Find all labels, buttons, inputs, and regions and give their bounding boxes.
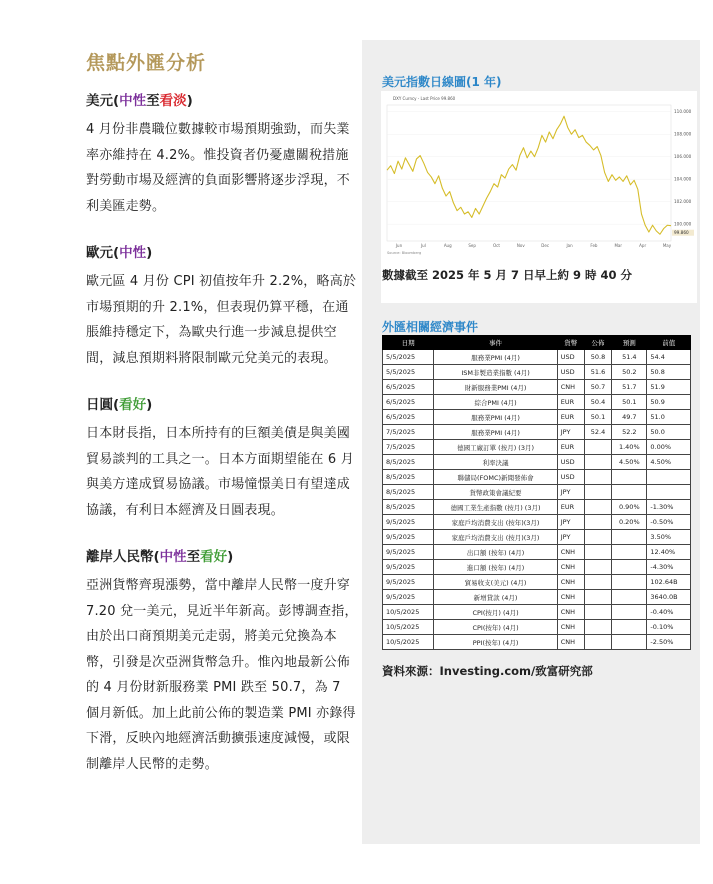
table-cell: JPY xyxy=(557,425,584,440)
table-cell: 9/5/2025 xyxy=(383,545,434,560)
column-header: 日期 xyxy=(383,336,434,350)
table-cell xyxy=(584,590,611,605)
table-cell: USD xyxy=(557,470,584,485)
table-cell: 進口額 (按年) (4月) xyxy=(434,560,557,575)
table-cell: 50.0 xyxy=(647,425,691,440)
table-cell xyxy=(612,635,647,650)
page-title: 焦點外匯分析 xyxy=(86,52,207,74)
table-cell: 54.4 xyxy=(647,350,691,365)
table-cell: 德國工廠訂單 (按月) (3月) xyxy=(434,440,557,455)
chart-title: 美元指數日線圖(1 年) xyxy=(382,75,502,89)
table-row xyxy=(383,350,691,365)
table-cell xyxy=(584,635,611,650)
table-cell: 51.4 xyxy=(612,350,647,365)
outlook-label: 至 xyxy=(146,93,160,109)
table-cell: 5/5/2025 xyxy=(383,350,434,365)
table-cell xyxy=(612,590,647,605)
column-header: 預測 xyxy=(612,336,647,350)
table-cell: 貨幣政策會議紀要 xyxy=(434,485,557,500)
table-cell: 50.2 xyxy=(612,365,647,380)
outlook-label: 至 xyxy=(186,549,201,565)
table-cell: -0.50% xyxy=(647,515,691,530)
table-cell xyxy=(612,605,647,620)
table-cell: 50.4 xyxy=(584,395,611,410)
table-cell xyxy=(584,515,611,530)
table-cell: 新增貸款 (4月) xyxy=(434,590,557,605)
table-cell: 9/5/2025 xyxy=(383,530,434,545)
table-cell xyxy=(584,470,611,485)
chart-footer: Source: Bloomberg xyxy=(387,251,422,255)
table-row xyxy=(383,605,691,620)
table-cell xyxy=(612,620,647,635)
table-cell xyxy=(612,545,647,560)
table-cell: CNH xyxy=(557,380,584,395)
table-cell: 50.8 xyxy=(647,365,691,380)
y-tick-label: 100.000 xyxy=(674,221,692,227)
column-header: 事件 xyxy=(434,336,557,350)
table-cell: 8/5/2025 xyxy=(383,485,434,500)
table-cell xyxy=(584,620,611,635)
table-row xyxy=(383,500,691,515)
table-cell: PPI(按年) (4月) xyxy=(434,635,557,650)
x-tick-label: Sep xyxy=(468,243,476,248)
section-heading: 離岸人民幣(中性至看好) xyxy=(86,549,234,565)
table-cell xyxy=(612,530,647,545)
x-tick-label: Feb xyxy=(590,243,598,248)
table-cell: 9/5/2025 xyxy=(383,515,434,530)
table-cell: CPI(按年) (4月) xyxy=(434,620,557,635)
table-cell: 4.50% xyxy=(612,455,647,470)
y-tick-label: 102.000 xyxy=(674,199,692,205)
column-header: 貨幣 xyxy=(557,336,584,350)
table-row xyxy=(383,485,691,500)
table-cell: 6/5/2025 xyxy=(383,380,434,395)
table-cell: 102.64B xyxy=(647,575,691,590)
table-row xyxy=(383,620,691,635)
table-cell: 50.1 xyxy=(612,395,647,410)
table-cell: 50.8 xyxy=(584,350,611,365)
table-cell: CNH xyxy=(557,635,584,650)
table-cell: -4.30% xyxy=(647,560,691,575)
table-cell: CNH xyxy=(557,575,584,590)
table-cell: 51.7 xyxy=(612,380,647,395)
x-tick-label: Nov xyxy=(516,243,525,248)
table-cell: 聯儲局(FOMC)新聞發佈會 xyxy=(434,470,557,485)
table-cell: 5/5/2025 xyxy=(383,365,434,380)
table-cell xyxy=(584,455,611,470)
table-cell: USD xyxy=(557,455,584,470)
table-cell: 50.9 xyxy=(647,395,691,410)
plot-area xyxy=(387,105,671,241)
x-tick-label: Dec xyxy=(541,243,550,248)
x-tick-label: Jul xyxy=(420,243,426,248)
table-cell: 7/5/2025 xyxy=(383,425,434,440)
table-cell xyxy=(584,560,611,575)
currency-name: 日圓 xyxy=(86,397,113,413)
table-cell xyxy=(584,440,611,455)
currency-name: 美元 xyxy=(86,93,113,109)
outlook-label: 看好 xyxy=(119,397,147,413)
table-cell: EUR xyxy=(557,500,584,515)
table-cell: 6/5/2025 xyxy=(383,395,434,410)
table-cell xyxy=(612,485,647,500)
y-tick-label: 110.000 xyxy=(674,109,692,115)
outlook-label: 中性 xyxy=(119,93,147,109)
table-cell: 財新服務業PMI (4月) xyxy=(434,380,557,395)
table-cell: 0.00% xyxy=(647,440,691,455)
table-cell: 4.50% xyxy=(647,455,691,470)
x-tick-label: Jun xyxy=(395,243,403,248)
table-cell: 3640.0B xyxy=(647,590,691,605)
table-row xyxy=(383,530,691,545)
analysis-sections xyxy=(86,91,358,777)
table-cell: 49.7 xyxy=(612,410,647,425)
table-cell: EUR xyxy=(557,440,584,455)
table-cell: 服務業PMI (4月) xyxy=(434,350,557,365)
outlook-label: 看好 xyxy=(200,549,228,565)
table-row xyxy=(383,410,691,425)
table-row xyxy=(383,455,691,470)
table-cell: 52.4 xyxy=(584,425,611,440)
y-tick-label: 106.000 xyxy=(674,154,692,160)
table-cell: 家庭戶均消費支出 (按年)(3月) xyxy=(434,515,557,530)
x-tick-label: Jan xyxy=(566,243,573,248)
table-cell: 51.9 xyxy=(647,380,691,395)
table-cell: 10/5/2025 xyxy=(383,620,434,635)
table-cell: 0.90% xyxy=(612,500,647,515)
table-cell: 1.40% xyxy=(612,440,647,455)
table-cell xyxy=(584,575,611,590)
table-cell xyxy=(584,500,611,515)
table-cell: 8/5/2025 xyxy=(383,500,434,515)
table-header-row xyxy=(383,336,691,350)
table-cell: 0.20% xyxy=(612,515,647,530)
table-cell xyxy=(612,575,647,590)
table-cell: EUR xyxy=(557,395,584,410)
y-tick-label: 104.000 xyxy=(674,176,692,182)
section-heading: 美元(中性至看淡) xyxy=(86,93,193,109)
chart-note: 數據截至 2025 年 5 月 7 日早上約 9 時 40 分 xyxy=(382,268,633,282)
table-cell: -1.30% xyxy=(647,500,691,515)
table-cell: 51.0 xyxy=(647,410,691,425)
table-row xyxy=(383,470,691,485)
table-row xyxy=(383,635,691,650)
table-cell: 出口額 (按年) (4月) xyxy=(434,545,557,560)
analysis-column xyxy=(86,48,358,801)
table-cell: 50.1 xyxy=(584,410,611,425)
x-tick-label: Mar xyxy=(614,243,623,248)
table-cell: CNH xyxy=(557,560,584,575)
table-cell xyxy=(584,485,611,500)
table-cell: 10/5/2025 xyxy=(383,605,434,620)
table-cell: 家庭戶均消費支出 (按月)(3月) xyxy=(434,530,557,545)
table-cell: 8/5/2025 xyxy=(383,455,434,470)
dxy-line-chart xyxy=(381,91,697,263)
section-heading: 日圓(看好) xyxy=(86,397,153,413)
table-cell: JPY xyxy=(557,515,584,530)
table-cell: CNH xyxy=(557,545,584,560)
table-cell: JPY xyxy=(557,530,584,545)
chart-legend: DXY Curncy - Last Price 99.860 xyxy=(393,96,456,101)
section-body: 亞洲貨幣齊現漲勢，當中離岸人民幣一度升穿 7.20 兌一美元，見近半年新高。彭博調查指，由於出口商預期美元走弱，將美元兌換為本幣，引發是次亞洲貨幣急升。惟內地最新公佈的 4 月份財新服務業 PMI 跌至 50.7，為 7 個月新低。加上此前公佈的製造業 PMI 亦錄得下滑，反映內地經濟活動擴張速度減慢，或限制離岸人民幣的走勢。 xyxy=(86,578,358,772)
section-body: 4 月份非農職位數據較市場預期強勁，而失業率亦維持在 4.2%。惟投資者仍憂慮關稅措施對勞動市場及經濟的負面影響將逐步浮現，不利美匯走勢。 xyxy=(86,122,351,214)
table-cell xyxy=(612,560,647,575)
table-cell: 8/5/2025 xyxy=(383,470,434,485)
y-tick-label: 108.000 xyxy=(674,131,692,137)
table-cell: 9/5/2025 xyxy=(383,560,434,575)
table-cell: 9/5/2025 xyxy=(383,590,434,605)
table-row xyxy=(383,545,691,560)
economic-events-table xyxy=(382,335,691,650)
table-cell: 7/5/2025 xyxy=(383,440,434,455)
x-tick-label: Oct xyxy=(492,243,500,248)
table-cell: 50.7 xyxy=(584,380,611,395)
data-source: 資料來源：Investing.com/致富研究部 xyxy=(382,664,593,678)
table-row xyxy=(383,560,691,575)
outlook-label: 中性 xyxy=(119,245,147,261)
last-price-label: 99.860 xyxy=(674,230,689,236)
table-cell: 6/5/2025 xyxy=(383,410,434,425)
table-cell: 服務業PMI (4月) xyxy=(434,410,557,425)
table-cell: JPY xyxy=(557,485,584,500)
table-cell xyxy=(584,530,611,545)
column-header: 前值 xyxy=(647,336,691,350)
table-row xyxy=(383,515,691,530)
column-header: 公佈 xyxy=(584,336,611,350)
x-tick-label: Aug xyxy=(443,243,452,248)
currency-name: 歐元 xyxy=(86,245,113,261)
currency-name: 離岸人民幣 xyxy=(86,549,154,565)
table-cell: -2.50% xyxy=(647,635,691,650)
table-cell: 52.2 xyxy=(612,425,647,440)
table-cell: 服務業PMI (4月) xyxy=(434,425,557,440)
section-heading: 歐元(中性) xyxy=(86,245,153,261)
table-row xyxy=(383,590,691,605)
outlook-label: 中性 xyxy=(159,549,187,565)
table-cell: -0.10% xyxy=(647,620,691,635)
table-cell: 51.6 xyxy=(584,365,611,380)
table-cell: 德國工業生產指數 (按月) (3月) xyxy=(434,500,557,515)
table-cell: CNH xyxy=(557,605,584,620)
section-body: 日本財長指，日本所持有的巨額美債是與美國貿易談判的工具之一。日本方面期望能在 6 月與美方達成貿易協議。市場憧憬美日有望達成協議，有利日本經濟及日圓表現。 xyxy=(86,426,354,518)
table-cell: USD xyxy=(557,350,584,365)
table-cell: 綜合PMI (4月) xyxy=(434,395,557,410)
table-body xyxy=(383,350,691,650)
table-cell: -0.40% xyxy=(647,605,691,620)
table-cell: CPI(按月) (4月) xyxy=(434,605,557,620)
table-cell xyxy=(584,545,611,560)
table-cell: 3.50% xyxy=(647,530,691,545)
table-cell: 利率決議 xyxy=(434,455,557,470)
table-cell: 10/5/2025 xyxy=(383,635,434,650)
table-row xyxy=(383,365,691,380)
table-cell xyxy=(647,470,691,485)
x-tick-label: May xyxy=(662,243,672,248)
table-cell: CNH xyxy=(557,620,584,635)
table-cell: 9/5/2025 xyxy=(383,575,434,590)
table-cell: EUR xyxy=(557,410,584,425)
table-row xyxy=(383,380,691,395)
section-body: 歐元區 4 月份 CPI 初值按年升 2.2%，略高於市場預期的升 2.1%，但表現仍算平穩，在通脹維持穩定下，為歐央行進一步減息提供空間，減息預期料將限制歐元兌美元的表現。 xyxy=(86,274,357,366)
table-cell: 12.40% xyxy=(647,545,691,560)
side-panel xyxy=(362,40,700,844)
table-cell xyxy=(584,605,611,620)
table-row xyxy=(383,575,691,590)
table-row xyxy=(383,440,691,455)
table-cell: 貿易收支(美元) (4月) xyxy=(434,575,557,590)
table-row xyxy=(383,425,691,440)
table-cell: ISM非製造業指數 (4月) xyxy=(434,365,557,380)
x-tick-label: Apr xyxy=(639,243,647,248)
table-title: 外匯相關經濟事件 xyxy=(382,320,479,334)
table-cell xyxy=(647,485,691,500)
table-cell xyxy=(612,470,647,485)
table-cell: USD xyxy=(557,365,584,380)
table-row xyxy=(383,395,691,410)
table-cell: CNH xyxy=(557,590,584,605)
outlook-label: 看淡 xyxy=(159,93,187,109)
